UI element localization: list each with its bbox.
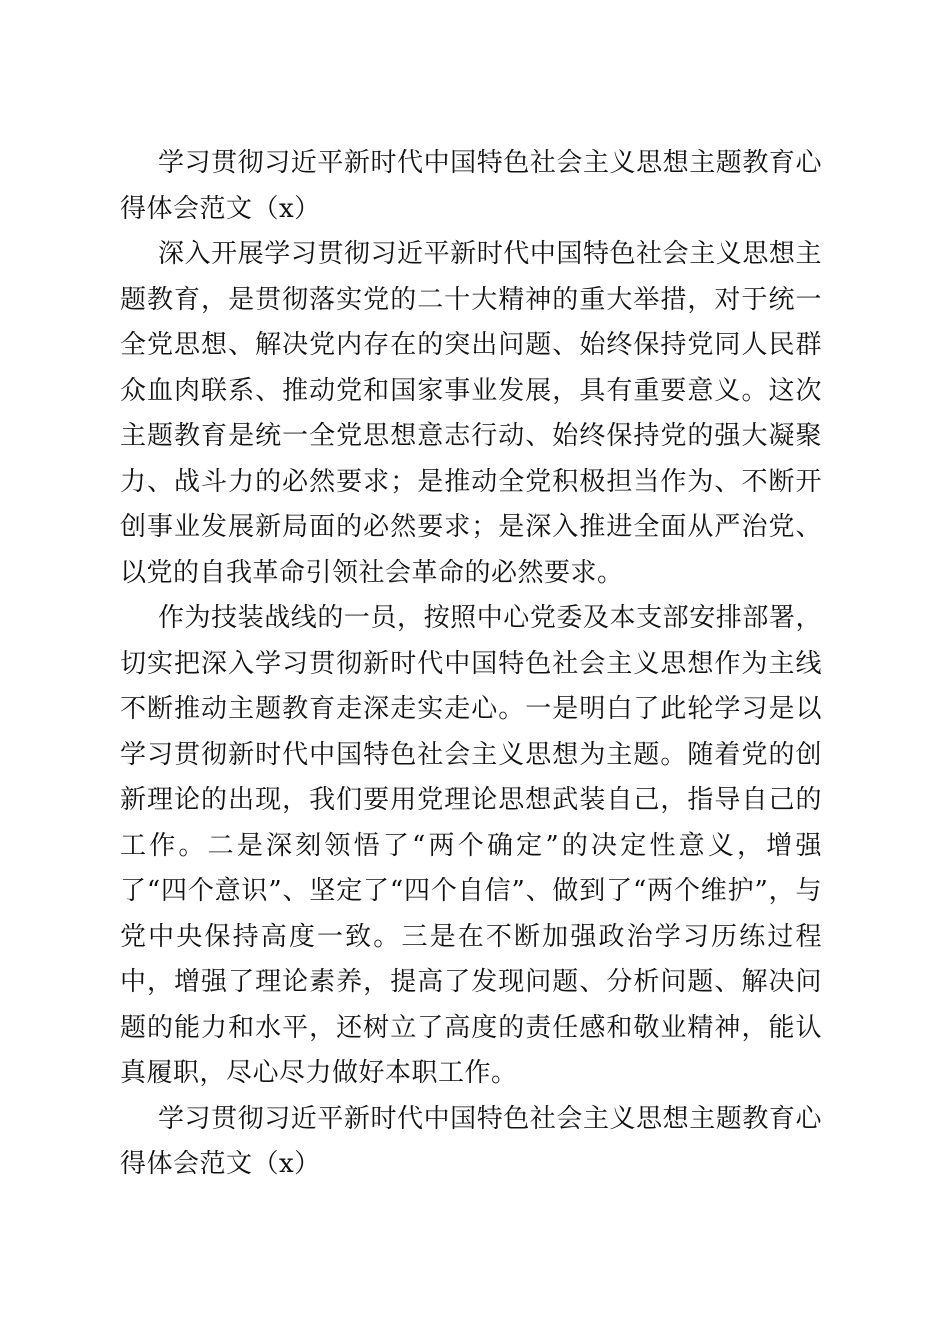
paragraph-intro: 深入开展学习贯彻习近平新时代中国特色社会主义思想主题教育，是贯彻落实党的二十大精神的重大举措，对于统一全党思想、解决党内存在的突出问题、始终保持党同人民群众血肉联系、推动党和国家事业发展，具有重要意义。这次主题教育是统一全党思想意志行动、始终保持党的强大凝聚力、战斗力的必然要求；是推动全党积极担当作为、不断开创事业发展新局面的必然要求；是深入推进全面从严治党、以党的自我革命引领社会革命的必然要求。: [120, 239, 822, 588]
document-body: [120, 141, 822, 1188]
paragraph-experience: 作为技装战线的一员，按照中心党委及本支部安排部署，切实把深入学习贯彻新时代中国特色社会主义思想作为主线不断推动主题教育走深走实走心。一是明白了此轮学习是以学习贯彻新时代中国特色社会主义思想为主题。随着党的创新理论的出现，我们要用党理论思想武装自己，指导自己的工作。二是深刻领悟了“两个确定”的决定性意义，增强了“四个意识”、坚定了“四个自信”、做到了“两个维护”，与党中央保持高度一致。三是在不断加强政治学习历练过程中，增强了理论素养，提高了发现问题、分析问题、解决问题的能力和水平，还树立了高度的责任感和敬业精神，能认真履职，尽心尽力做好本职工作。: [120, 603, 822, 1088]
document-title-top: 学习贯彻习近平新时代中国特色社会主义思想主题教育心得体会范文（x）: [120, 148, 822, 224]
document-title-bottom: 学习贯彻习近平新时代中国特色社会主义思想主题教育心得体会范文（x）: [120, 1103, 822, 1179]
